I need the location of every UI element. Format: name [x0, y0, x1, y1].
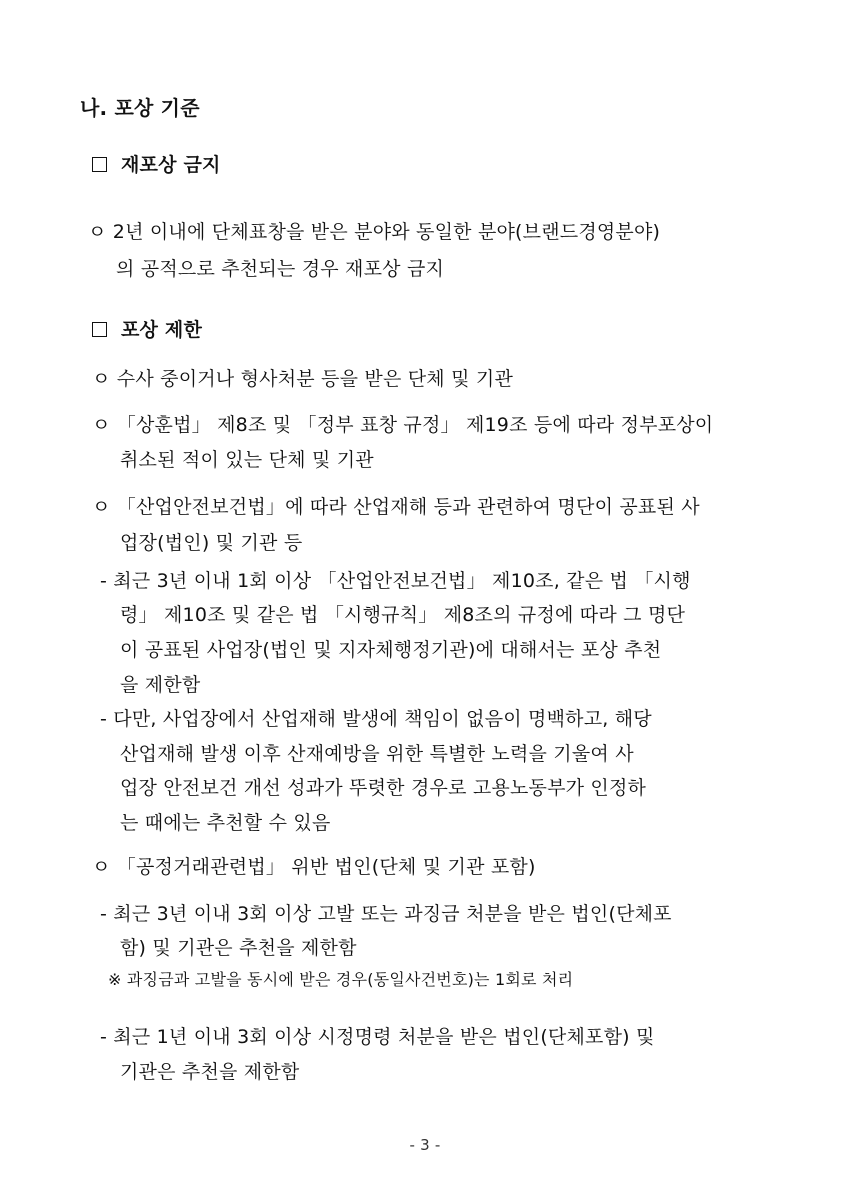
dash-line: 업장 안전보건 개선 성과가 뚜렷한 경우로 고용노동부가 인정하 [120, 777, 647, 799]
bullet-line: ㅇ 수사 중이거나 형사처분 등을 받은 단체 및 기관 [92, 368, 513, 390]
dash-line: - 최근 3년 이내 1회 이상 「산업안전보건법」 제10조, 같은 법 「시행 [100, 570, 691, 592]
page-number: - 3 - [409, 1136, 441, 1154]
note-line: ※ 과징금과 고발을 동시에 받은 경우(동일사건번호)는 1회로 처리 [108, 970, 574, 989]
dash-line: - 최근 3년 이내 3회 이상 고발 또는 과징금 처분을 받은 법인(단체포 [100, 903, 672, 925]
bullet-line: ㅇ 「산업안전보건법」에 따라 산업재해 등과 관련하여 명단이 공표된 사 [92, 496, 700, 518]
subsection-heading-no-reaward [92, 152, 221, 178]
dash-line: 령」 제10조 및 같은 법 「시행규칙」 제8조의 규정에 따라 그 명단 [120, 604, 686, 626]
dash-line: 함) 및 기관은 추천을 제한함 [120, 937, 357, 959]
dash-line: 는 때에는 추천할 수 있음 [120, 812, 331, 834]
bullet-line: ㅇ 2년 이내에 단체표창을 받은 분야와 동일한 분야(브랜드경영분야) [88, 221, 661, 243]
subsection-heading-text: 재포상 금지 [121, 154, 221, 176]
dash-line: 산업재해 발생 이후 산재예방을 위한 특별한 노력을 기울여 사 [120, 743, 634, 765]
dash-line: 이 공표된 사업장(법인 및 지자체행정기관)에 대해서는 포상 추천 [120, 639, 662, 661]
bullet-line: ㅇ 「상훈법」 제8조 및 「정부 표창 규정」 제19조 등에 따라 정부포상이 [92, 414, 714, 436]
section-title: 나. 포상 기준 [80, 96, 200, 120]
bullet-line: 업장(법인) 및 기관 등 [120, 532, 303, 554]
bullet-line: 의 공적으로 추천되는 경우 재포상 금지 [116, 258, 445, 280]
subsection-heading-restriction [92, 317, 202, 343]
checkbox-square-icon [92, 157, 107, 172]
checkbox-square-icon [92, 322, 107, 337]
bullet-line: 취소된 적이 있는 단체 및 기관 [120, 449, 374, 471]
bullet-line: ㅇ 「공정거래관련법」 위반 법인(단체 및 기관 포함) [92, 856, 536, 878]
dash-line: - 최근 1년 이내 3회 이상 시정명령 처분을 받은 법인(단체포함) 및 [100, 1026, 655, 1048]
dash-line: - 다만, 사업장에서 산업재해 발생에 책임이 없음이 명백하고, 해당 [100, 708, 652, 730]
dash-line: 기관은 추천을 제한함 [120, 1061, 300, 1083]
subsection-heading-text: 포상 제한 [121, 319, 203, 341]
dash-line: 을 제한함 [120, 674, 201, 696]
